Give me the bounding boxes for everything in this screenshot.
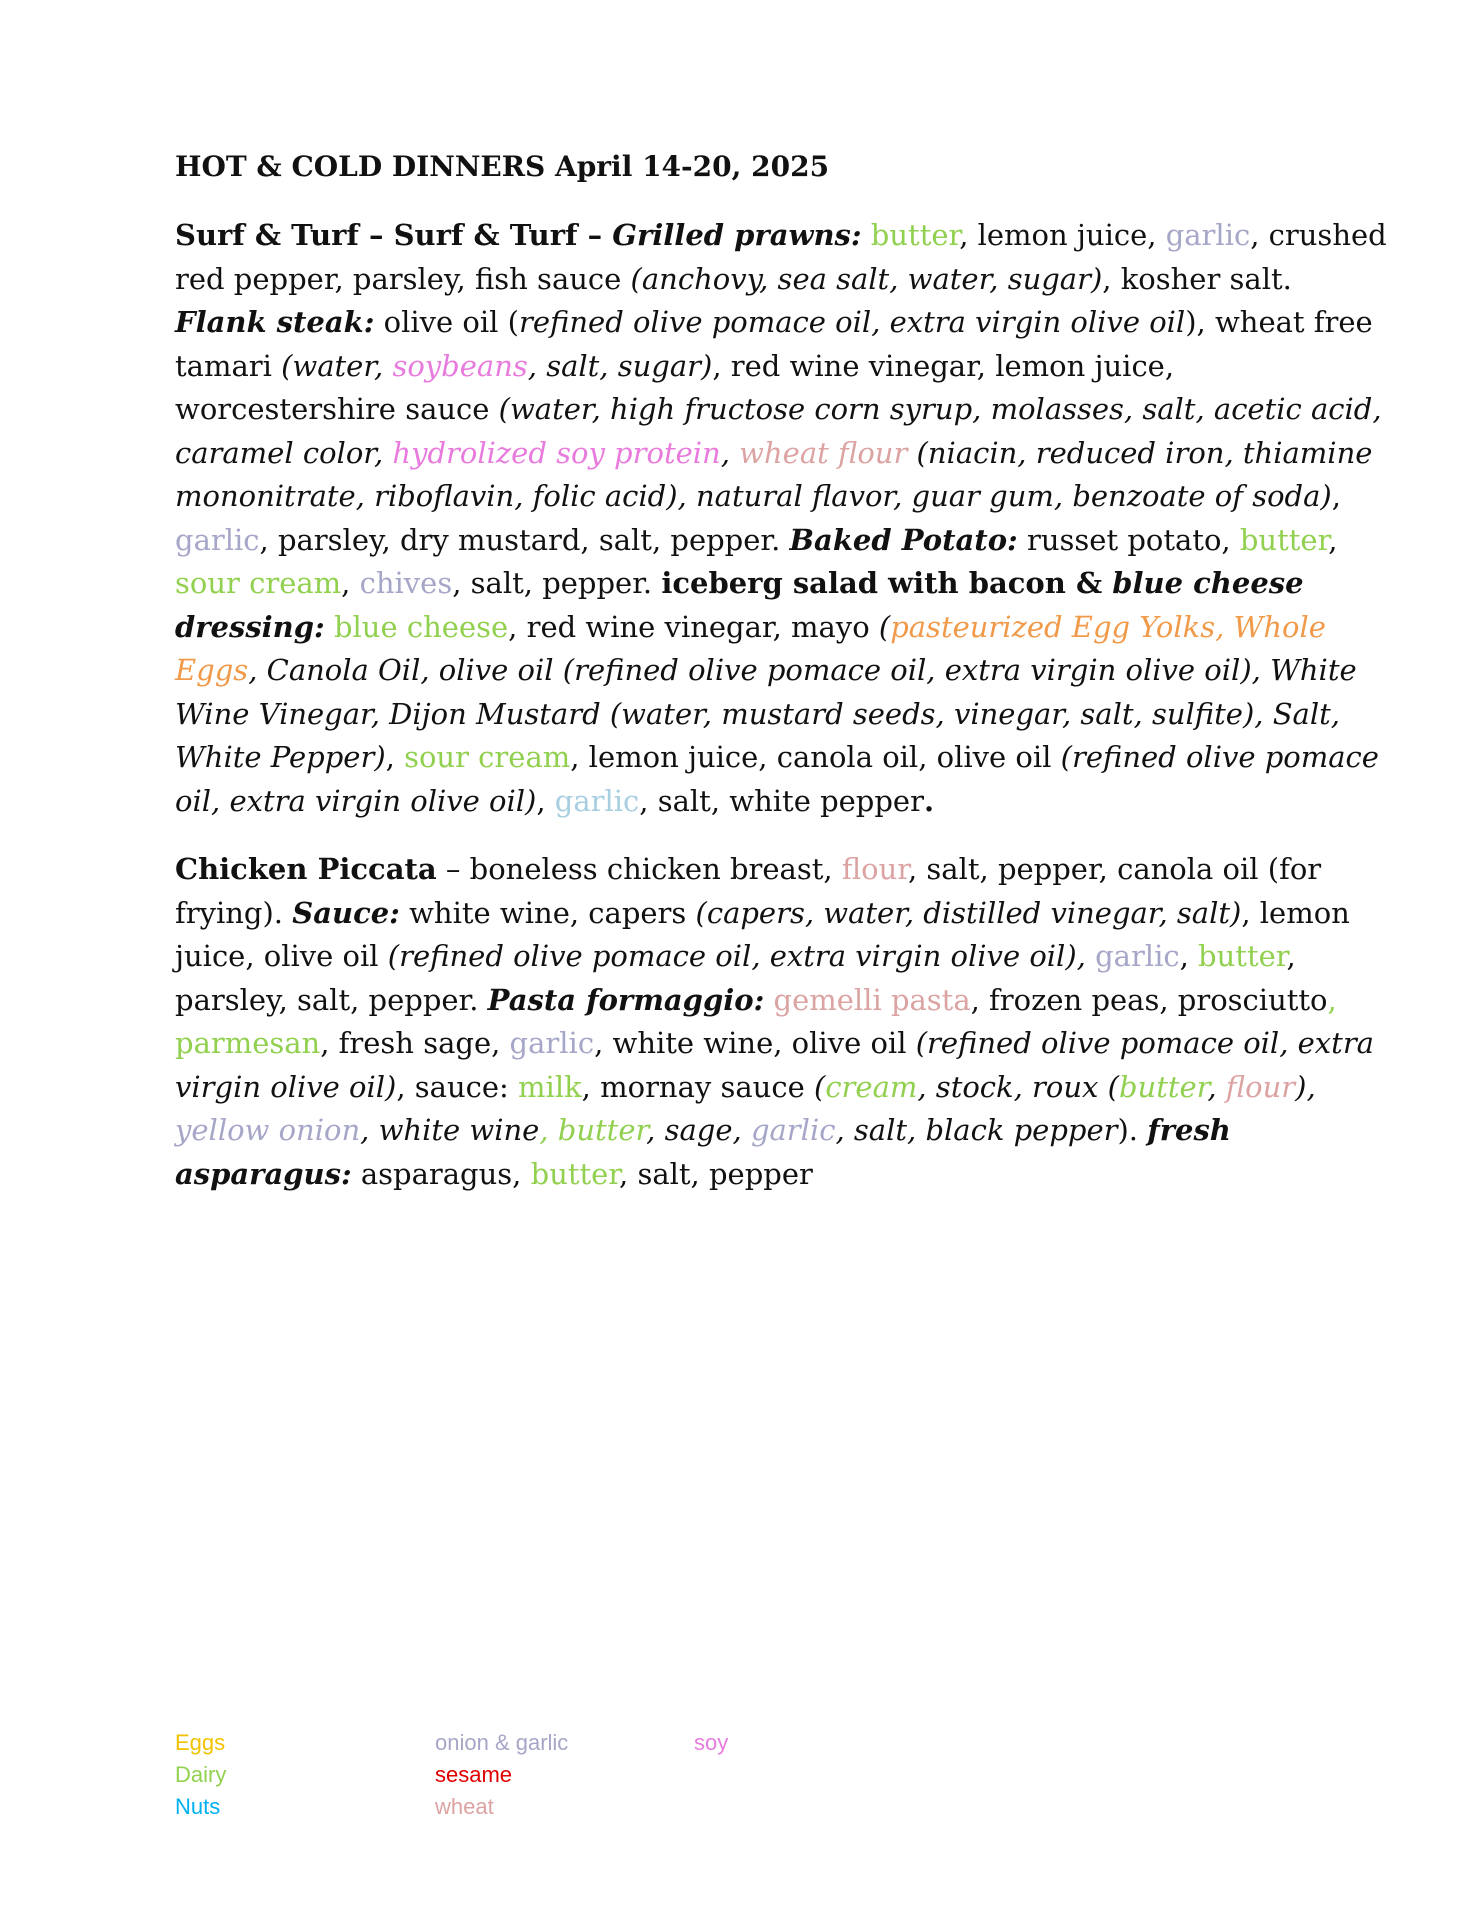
text-segment: , [385, 740, 405, 774]
text-segment: ( [813, 1069, 826, 1104]
text-segment: hydrolized soy protein [392, 435, 721, 470]
text-segment: garlic [509, 1026, 595, 1060]
text-segment: wheat flour [739, 435, 908, 470]
text-segment: , white wine, olive oil [594, 1026, 916, 1060]
text-segment: , salt, sugar) [527, 348, 713, 383]
text-segment: Chicken Piccata [175, 852, 437, 886]
text-segment: , [720, 435, 740, 470]
text-segment: garlic [175, 522, 260, 557]
text-segment: (refined olive pomace oil, extra virgin olive oil), [387, 939, 1086, 973]
text-segment: russet potato, [1017, 522, 1240, 557]
text-segment: iceberg salad with bacon & [661, 566, 1113, 600]
text-segment: , white wine [360, 1113, 540, 1147]
text-segment: , crushed red pepper, parsley, fish sauce [175, 218, 1387, 296]
text-segment: , fresh sage, [320, 1026, 510, 1060]
text-segment: , sage, [646, 1113, 751, 1147]
text-segment: garlic [554, 783, 640, 818]
text-segment: , sauce: [396, 1069, 519, 1104]
text-segment: refined olive pomace oil, extra virgin olive oil [518, 305, 1186, 339]
text-segment: butter [1118, 1069, 1208, 1104]
text-segment: ( [878, 609, 891, 644]
text-segment: Grilled prawns: [612, 218, 862, 252]
text-segment: , lemon juice, olive oil [175, 895, 1350, 973]
text-segment: , red wine vinegar, lemon juice, worcestershire sauce [175, 348, 1175, 426]
text-segment: , [1207, 1069, 1226, 1104]
text-segment [862, 218, 871, 252]
text-segment: (niacin, reduced iron, thiamine mononitrate, riboflavin, folic acid), natural flavor, guar gum, benzoate of soda) [175, 435, 1373, 513]
text-segment [764, 983, 773, 1017]
text-segment: butter [870, 218, 960, 252]
text-segment: . [923, 783, 935, 818]
text-segment: , [341, 566, 360, 600]
text-segment: Sauce: [292, 895, 400, 930]
text-segment: (water, high fructose corn syrup, molasses, salt, acetic acid, caramel color, [175, 392, 1382, 470]
text-segment: Surf & Turf – Surf & Turf – [175, 218, 613, 252]
text-segment: , lemon juice, [959, 218, 1166, 252]
text-segment: ). [1117, 1113, 1148, 1147]
text-segment: garlic [1095, 939, 1180, 973]
text-segment: milk [518, 1069, 582, 1104]
legend-item-wheat: wheat [435, 1794, 494, 1819]
legend-item-nuts: Nuts [175, 1794, 221, 1819]
text-segment: butter [530, 1156, 620, 1191]
text-segment: , salt, pepper, canola oil (for frying). [175, 852, 1322, 930]
text-segment: flour [1225, 1069, 1296, 1104]
menu-item-chicken-piccata [175, 848, 1390, 1196]
text-segment: blue cheese dressing: [175, 566, 1304, 644]
menu-item-surf-and-turf [175, 214, 1390, 823]
text-segment: soybeans [392, 348, 528, 383]
text-segment: garlic [750, 1113, 836, 1147]
text-segment: fresh asparagus: [175, 1113, 1231, 1191]
legend-item-sesame: sesame [435, 1762, 513, 1787]
text-segment: , parsley, salt, pepper. [175, 939, 1296, 1017]
text-segment: garlic [1165, 218, 1251, 252]
text-segment: , Canola Oil, olive oil (refined olive pomace oil, extra virgin olive oil), White Wine Vinegar, Dijon Mustard (water, mustard seeds, vinegar, salt, sulfite), Salt, White Pepper) [175, 653, 1357, 774]
text-segment: (water, [281, 348, 393, 383]
text-segment: yellow onion [175, 1113, 361, 1147]
text-segment: (refined olive pomace oil, extra virgin olive oil) [175, 1026, 1374, 1104]
text-segment: , kosher salt. [1102, 261, 1292, 296]
text-segment: , salt, white pepper [639, 783, 924, 818]
page-title: HOT & COLD DINNERS April 14-20, 2025 [175, 150, 830, 183]
text-segment: – boneless chicken breast, [436, 852, 842, 886]
text-segment: asparagus, [351, 1156, 531, 1191]
text-segment: cream [825, 1069, 918, 1104]
text-segment: butter [1239, 522, 1329, 557]
text-segment: Baked Potato: [789, 522, 1018, 557]
legend-item-soy: soy [694, 1730, 729, 1755]
text-segment: blue cheese [333, 609, 509, 644]
text-segment: (capers, water, distilled vinegar, salt) [695, 895, 1242, 930]
text-segment: , red wine vinegar, mayo [508, 609, 879, 644]
text-segment: , parsley, dry mustard, salt, pepper. [259, 522, 790, 557]
legend-item-eggs: Eggs [175, 1730, 226, 1755]
text-segment: butter [1198, 939, 1287, 973]
text-segment: , mornay sauce [581, 1069, 814, 1104]
text-segment: , salt, pepper. [452, 566, 662, 600]
text-segment: (refined olive pomace oil, extra virgin olive oil) [175, 740, 1379, 818]
text-segment: sour cream [175, 566, 342, 600]
text-segment: ), [1295, 1069, 1316, 1104]
text-segment: , [1179, 939, 1199, 973]
text-segment: chives [359, 566, 453, 600]
text-segment: , parmesan [175, 982, 1337, 1060]
text-segment: , frozen peas, prosciutto [970, 982, 1328, 1017]
text-segment: white wine, capers [399, 895, 696, 930]
text-segment [1086, 939, 1095, 973]
text-segment: , [536, 783, 555, 818]
legend-item-onion-garlic: onion & garlic [435, 1730, 569, 1755]
allergen-legend-column-1 [175, 1727, 226, 1823]
text-segment: , lemon juice, canola oil, olive oil [570, 740, 1061, 774]
text-segment: olive oil ( [374, 305, 519, 339]
text-segment: (anchovy, sea salt, water, sugar) [630, 261, 1103, 296]
text-segment: , stock, roux ( [917, 1069, 1119, 1104]
text-segment: flour [841, 852, 908, 886]
text-segment: ), wheat free tamari [175, 305, 1373, 383]
text-segment: , salt, black pepper [835, 1113, 1118, 1147]
legend-item-dairy: Dairy [175, 1762, 227, 1787]
text-segment: Pasta formaggio: [487, 982, 765, 1017]
text-segment: , salt, pepper [619, 1156, 813, 1191]
text-segment [325, 610, 334, 644]
text-segment: , [1328, 522, 1338, 557]
allergen-legend-column-2 [435, 1727, 568, 1823]
text-segment: , [1331, 479, 1341, 513]
allergen-legend-column-3 [694, 1727, 728, 1759]
text-segment: Flank steak: [175, 305, 375, 339]
text-segment: gemelli pasta [773, 982, 971, 1017]
text-segment: , butter [539, 1113, 647, 1147]
text-segment: pasteurized Egg Yolks, Whole Eggs [175, 609, 1326, 687]
text-segment: sour cream [404, 740, 571, 774]
